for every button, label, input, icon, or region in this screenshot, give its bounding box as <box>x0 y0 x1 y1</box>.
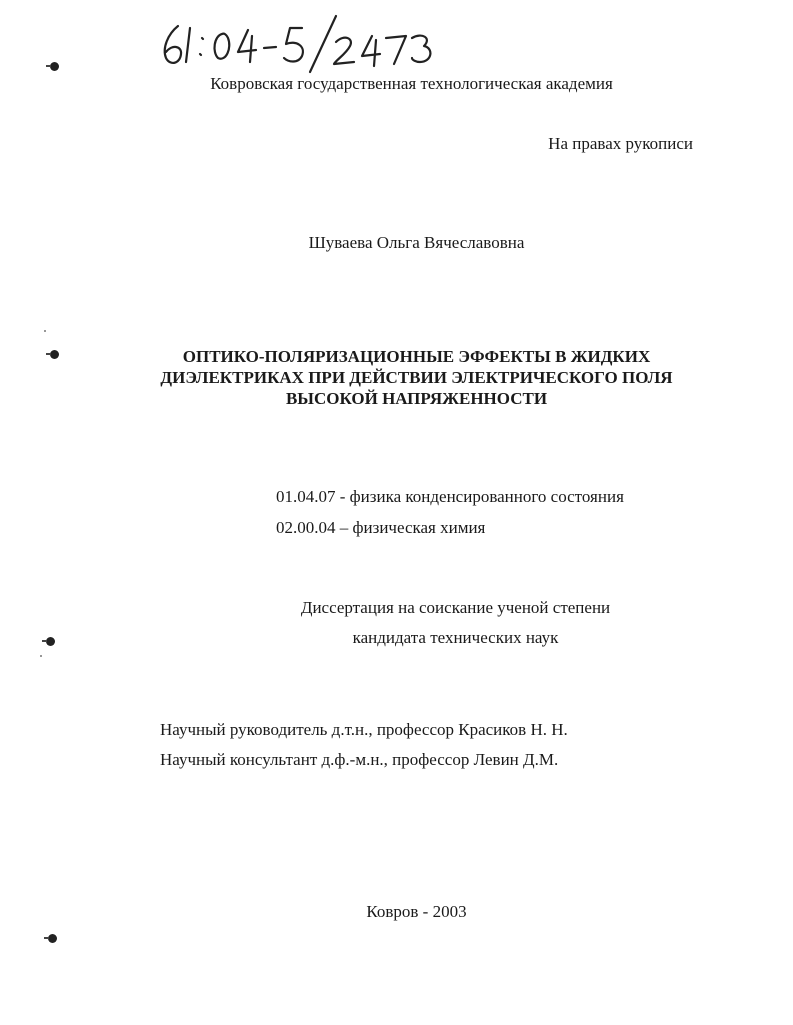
punch-hole-mark <box>46 637 55 646</box>
title-line: ДИЭЛЕКТРИКАХ ПРИ ДЕЙСТВИИ ЭЛЕКТРИЧЕСКОГО ПОЛЯ <box>160 368 673 387</box>
city-year: Ковров - 2003 <box>366 902 467 921</box>
handwritten-catalog-number <box>150 8 450 78</box>
title-line: ВЫСОКОЙ НАПРЯЖЕННОСТИ <box>285 389 548 408</box>
specialty-code: 01.04.07 - физика конденсированного состояния <box>276 487 624 506</box>
title-line: ОПТИКО-ПОЛЯРИЗАЦИОННЫЕ ЭФФЕКТЫ В ЖИДКИХ <box>182 347 651 366</box>
specialty-code: 02.00.04 – физическая химия <box>276 518 486 537</box>
punch-hole-mark <box>50 62 59 71</box>
scientific-supervisor: Научный руководитель д.т.н., профессор Красиков Н. Н. <box>160 720 568 739</box>
punch-hole-mark <box>50 350 59 359</box>
scan-speck <box>40 655 42 657</box>
degree-statement: Диссертация на соискание ученой степени <box>300 598 611 617</box>
rights-note: На правах рукописи <box>548 134 693 153</box>
institution-name: Ковровская государственная технологическая академия <box>210 74 613 93</box>
author-name: Шуваева Ольга Вячеславовна <box>308 233 525 252</box>
scientific-consultant: Научный консультант д.ф.-м.н., профессор Левин Д.М. <box>160 750 559 769</box>
scan-speck <box>44 330 46 332</box>
degree-statement: кандидата технических наук <box>352 628 559 647</box>
handwritten-signature-drawing <box>150 8 450 78</box>
punch-hole-mark <box>48 934 57 943</box>
dissertation-title <box>0 346 793 409</box>
